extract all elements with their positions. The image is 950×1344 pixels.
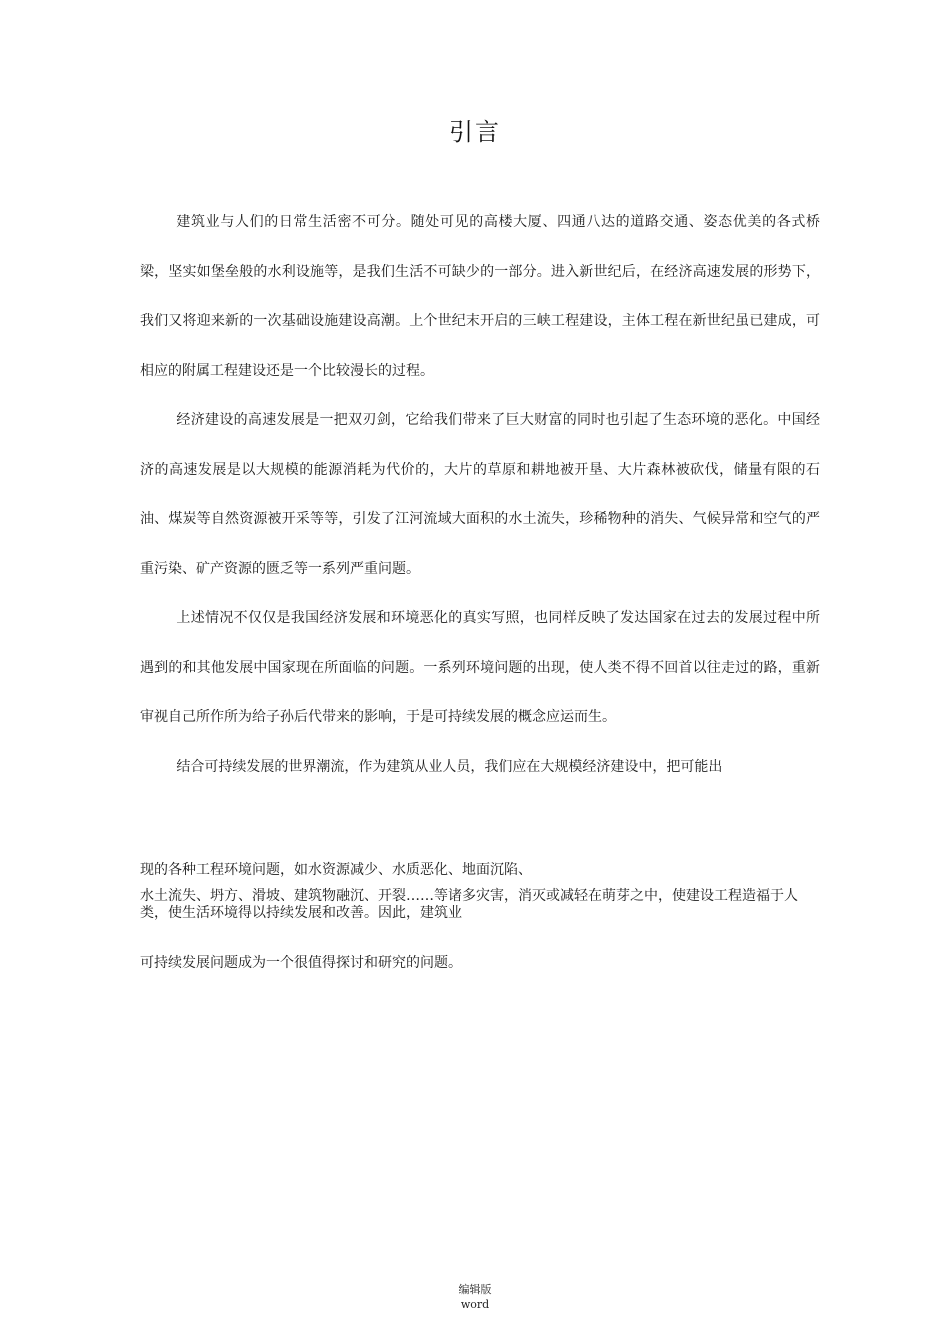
document-body — [140, 198, 820, 792]
fragment-line-1: 现的各种工程环境问题，如水资源减少、水质恶化、地面沉陷、 — [140, 862, 532, 878]
paragraph-4: 结合可持续发展的世界潮流，作为建筑从业人员，我们应在大规模经济建设中，把可能出 — [176, 758, 723, 775]
fragment-block-1 — [140, 862, 820, 879]
page-footer — [0, 1282, 950, 1312]
paragraph-3: 上述情况不仅仅是我国经济发展和环境恶化的真实写照，也同样反映了发达国家在过去的发展过程中所遇到的和其他发展中国家现在所面临的问题。一系列环境问题的出现，使人类不得不回首以往走过的路，重新审视自己所作所为给子孙后代带来的影响，于是可持续发展的概念应运而生。 — [140, 610, 820, 725]
footer-line-2: word — [460, 1298, 490, 1311]
fragment-block-2 — [140, 888, 820, 922]
page-title: 引言 — [449, 118, 501, 146]
fragment-line-2: 水土流失、坍方、滑坡、建筑物融沉、开裂……等诸多灾害，消灭或减轻在萌芽之中，使建设工程造福于人类，使生活环境得以持续发展和改善。因此，建筑业 — [140, 888, 798, 921]
fragment-block-3 — [140, 955, 820, 972]
footer-line-1: 编辑版 — [458, 1283, 492, 1296]
paragraph-1: 建筑业与人们的日常生活密不可分。随处可见的高楼大厦、四通八达的道路交通、姿态优美的各式桥梁，坚实如堡垒般的水利设施等，是我们生活不可缺少的一部分。进入新世纪后，在经济高速发展的形势下，我们又将迎来新的一次基础设施建设高潮。上个世纪末开启的三峡工程建设，主体工程在新世纪虽已建成，可相应的附属工程建设还是一个比较漫长的过程。 — [140, 214, 820, 379]
paragraph-2: 经济建设的高速发展是一把双刃剑，它给我们带来了巨大财富的同时也引起了生态环境的恶化。中国经济的高速发展是以大规模的能源消耗为代价的，大片的草原和耕地被开垦、大片森林被砍伐，储量有限的石油、煤炭等自然资源被开采等等，引发了江河流域大面积的水土流失，珍稀物种的消失、气候异常和空气的严重污染、矿产资源的匮乏等一系列严重问题。 — [140, 412, 820, 577]
fragment-line-3: 可持续发展问题成为一个很值得探讨和研究的问题。 — [140, 955, 462, 971]
